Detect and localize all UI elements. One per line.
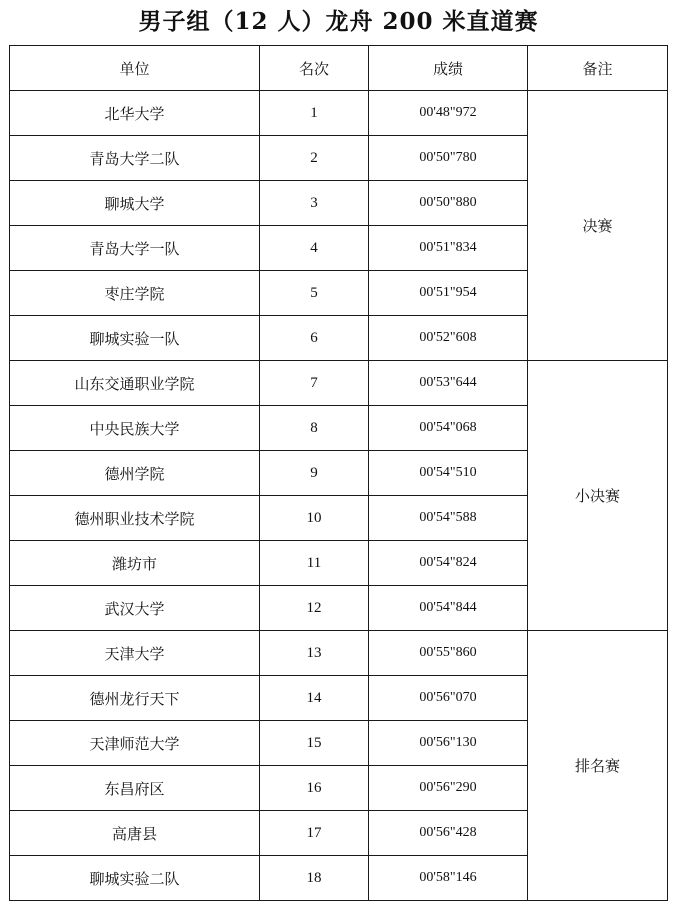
unit-cell: 中央民族大学 [10, 406, 260, 451]
rank-cell: 12 [260, 586, 369, 631]
rank-cell: 6 [260, 316, 369, 361]
rank-cell: 17 [260, 811, 369, 856]
remark-cell: 小决赛 [528, 361, 668, 631]
time-cell: 00'51"834 [369, 226, 528, 271]
rank-cell: 18 [260, 856, 369, 901]
rank-cell: 8 [260, 406, 369, 451]
remark-cell: 排名赛 [528, 631, 668, 901]
unit-cell: 天津师范大学 [10, 721, 260, 766]
rank-cell: 1 [260, 91, 369, 136]
time-cell: 00'56"428 [369, 811, 528, 856]
unit-cell: 潍坊市 [10, 541, 260, 586]
table-body [10, 91, 668, 901]
unit-cell: 聊城实验二队 [10, 856, 260, 901]
remark-cell: 决赛 [528, 91, 668, 361]
unit-cell: 北华大学 [10, 91, 260, 136]
rank-cell: 13 [260, 631, 369, 676]
unit-cell: 聊城大学 [10, 181, 260, 226]
time-cell: 00'54"588 [369, 496, 528, 541]
time-cell: 00'54"510 [369, 451, 528, 496]
time-cell: 00'56"290 [369, 766, 528, 811]
table-row [10, 91, 668, 136]
page-title: 男子组（12 人）龙舟 200 米直道赛 [138, 8, 539, 35]
header-rank: 名次 [260, 46, 369, 91]
rank-cell: 5 [260, 271, 369, 316]
table-header [10, 46, 668, 91]
unit-cell: 枣庄学院 [10, 271, 260, 316]
time-cell: 00'50"880 [369, 181, 528, 226]
time-cell: 00'55"860 [369, 631, 528, 676]
header-time: 成绩 [369, 46, 528, 91]
time-cell: 00'52"608 [369, 316, 528, 361]
time-cell: 00'58"146 [369, 856, 528, 901]
header-remark: 备注 [528, 46, 668, 91]
unit-cell: 山东交通职业学院 [10, 361, 260, 406]
results-table [9, 45, 668, 901]
time-cell: 00'48"972 [369, 91, 528, 136]
time-cell: 00'54"824 [369, 541, 528, 586]
unit-cell: 高唐县 [10, 811, 260, 856]
unit-cell: 德州龙行天下 [10, 676, 260, 721]
unit-cell: 青岛大学一队 [10, 226, 260, 271]
time-cell: 00'56"130 [369, 721, 528, 766]
rank-cell: 15 [260, 721, 369, 766]
rank-cell: 16 [260, 766, 369, 811]
unit-cell: 天津大学 [10, 631, 260, 676]
table-row [10, 361, 668, 406]
header-row [10, 46, 668, 91]
rank-cell: 4 [260, 226, 369, 271]
time-cell: 00'51"954 [369, 271, 528, 316]
time-cell: 00'53"644 [369, 361, 528, 406]
unit-cell: 聊城实验一队 [10, 316, 260, 361]
rank-cell: 10 [260, 496, 369, 541]
unit-cell: 青岛大学二队 [10, 136, 260, 181]
unit-cell: 东昌府区 [10, 766, 260, 811]
rank-cell: 7 [260, 361, 369, 406]
rank-cell: 9 [260, 451, 369, 496]
time-cell: 00'50"780 [369, 136, 528, 181]
table-row [10, 631, 668, 676]
header-unit: 单位 [10, 46, 260, 91]
rank-cell: 14 [260, 676, 369, 721]
unit-cell: 德州学院 [10, 451, 260, 496]
time-cell: 00'56"070 [369, 676, 528, 721]
rank-cell: 11 [260, 541, 369, 586]
time-cell: 00'54"844 [369, 586, 528, 631]
rank-cell: 3 [260, 181, 369, 226]
time-cell: 00'54"068 [369, 406, 528, 451]
unit-cell: 武汉大学 [10, 586, 260, 631]
unit-cell: 德州职业技术学院 [10, 496, 260, 541]
rank-cell: 2 [260, 136, 369, 181]
